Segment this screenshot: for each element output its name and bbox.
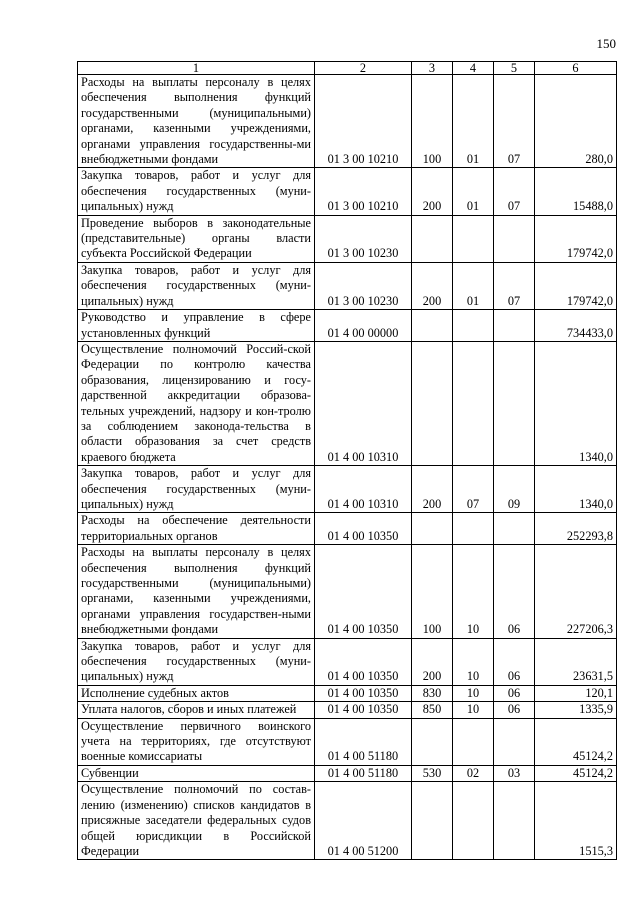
row-amount: 45124,2	[535, 765, 617, 781]
row-code: 01 3 00 10230	[315, 262, 412, 309]
row-code: 01 4 00 10350	[315, 545, 412, 638]
row-section: 01	[453, 262, 494, 309]
row-name: Закупка товаров, работ и услуг для обеспечения государственных (муни-ципальных) нужд	[78, 466, 315, 513]
row-subsection: 07	[494, 262, 535, 309]
row-amount: 1340,0	[535, 341, 617, 465]
row-code: 01 4 00 00000	[315, 310, 412, 342]
row-expense-type	[412, 341, 453, 465]
row-amount: 1340,0	[535, 466, 617, 513]
table-row	[78, 262, 617, 309]
table-row	[78, 168, 617, 215]
header-row	[78, 62, 617, 75]
table-row	[78, 765, 617, 781]
row-code: 01 4 00 10350	[315, 702, 412, 718]
row-amount: 227206,3	[535, 545, 617, 638]
row-subsection: 06	[494, 702, 535, 718]
table-row	[78, 310, 617, 342]
row-code: 01 3 00 10210	[315, 75, 412, 168]
budget-table	[77, 61, 617, 860]
header-col-3: 3	[412, 62, 453, 75]
row-section: 07	[453, 466, 494, 513]
table-row	[78, 702, 617, 718]
row-amount: 120,1	[535, 685, 617, 701]
row-section	[453, 718, 494, 765]
header-col-1: 1	[78, 62, 315, 75]
row-name: Расходы на обеспечение деятельности территориальных органов	[78, 513, 315, 545]
table-body	[78, 75, 617, 860]
row-amount: 23631,5	[535, 638, 617, 685]
table-row	[78, 75, 617, 168]
row-name: Закупка товаров, работ и услуг для обеспечения государственных (муни-ципальных) нужд	[78, 168, 315, 215]
row-code: 01 3 00 10210	[315, 168, 412, 215]
row-subsection	[494, 310, 535, 342]
table-row	[78, 466, 617, 513]
table-row	[78, 215, 617, 262]
row-expense-type: 530	[412, 765, 453, 781]
row-subsection	[494, 718, 535, 765]
row-subsection: 06	[494, 638, 535, 685]
header-col-4: 4	[453, 62, 494, 75]
row-code: 01 4 00 51200	[315, 782, 412, 860]
row-section	[453, 215, 494, 262]
row-expense-type: 100	[412, 545, 453, 638]
row-section: 01	[453, 168, 494, 215]
row-expense-type	[412, 310, 453, 342]
row-subsection	[494, 782, 535, 860]
row-section	[453, 341, 494, 465]
row-section: 10	[453, 685, 494, 701]
row-code: 01 4 00 10350	[315, 685, 412, 701]
row-expense-type: 830	[412, 685, 453, 701]
table-row	[78, 545, 617, 638]
row-subsection: 09	[494, 466, 535, 513]
row-expense-type: 200	[412, 638, 453, 685]
row-section: 10	[453, 702, 494, 718]
header-col-5: 5	[494, 62, 535, 75]
row-subsection	[494, 215, 535, 262]
table-row	[78, 782, 617, 860]
page-number: 150	[596, 36, 616, 51]
row-subsection	[494, 513, 535, 545]
row-code: 01 4 00 51180	[315, 718, 412, 765]
row-name: Проведение выборов в законодательные (представительные) органы власти субъекта Российской Федерации	[78, 215, 315, 262]
row-name: Осуществление полномочий Россий-ской Федерации по контролю качества образования, лицензированию и госу-дарственной аккредитации образова-тельных учреждений, надзору и кон-тролю за соблюдением законода-тельства в области образования за счет средств краевого бюджета	[78, 341, 315, 465]
row-subsection	[494, 341, 535, 465]
row-amount: 1515,3	[535, 782, 617, 860]
row-section: 02	[453, 765, 494, 781]
row-expense-type	[412, 718, 453, 765]
row-code: 01 4 00 10350	[315, 638, 412, 685]
row-expense-type	[412, 513, 453, 545]
row-name: Закупка товаров, работ и услуг для обеспечения государственных (муни-ципальных) нужд	[78, 638, 315, 685]
row-name: Осуществление первичного воинского учета на территориях, где отсутствуют военные комиссариаты	[78, 718, 315, 765]
table-row	[78, 718, 617, 765]
row-section: 01	[453, 75, 494, 168]
row-expense-type: 200	[412, 262, 453, 309]
row-amount: 179742,0	[535, 262, 617, 309]
table-row	[78, 685, 617, 701]
row-expense-type: 200	[412, 466, 453, 513]
row-amount: 280,0	[535, 75, 617, 168]
row-amount: 252293,8	[535, 513, 617, 545]
row-subsection: 06	[494, 685, 535, 701]
row-code: 01 4 00 10310	[315, 341, 412, 465]
row-section	[453, 513, 494, 545]
table-row	[78, 513, 617, 545]
row-section	[453, 310, 494, 342]
row-section: 10	[453, 545, 494, 638]
header-col-6: 6	[535, 62, 617, 75]
row-expense-type: 200	[412, 168, 453, 215]
row-name: Субвенции	[78, 765, 315, 781]
row-subsection: 07	[494, 75, 535, 168]
row-code: 01 4 00 10350	[315, 513, 412, 545]
table-row	[78, 341, 617, 465]
row-expense-type	[412, 782, 453, 860]
row-name: Осуществление полномочий по состав-лению (изменению) списков кандидатов в присяжные заседатели федеральных судов общей юрисдикции в Российской Федерации	[78, 782, 315, 860]
row-name: Расходы на выплаты персоналу в целях обеспечения выполнения функций государственными (муниципальными) органами, казенными учреждениями, органами управления государствен-ными внебюджетными фондами	[78, 545, 315, 638]
table-row	[78, 638, 617, 685]
row-subsection: 06	[494, 545, 535, 638]
row-amount: 734433,0	[535, 310, 617, 342]
row-expense-type: 850	[412, 702, 453, 718]
row-name: Расходы на выплаты персоналу в целях обеспечения выполнения функций государственными (муниципальными) органами, казенными учреждениями, органами управления государственны-ми внебюджетными фондами	[78, 75, 315, 168]
row-name: Уплата налогов, сборов и иных платежей	[78, 702, 315, 718]
row-name: Исполнение судебных актов	[78, 685, 315, 701]
row-expense-type	[412, 215, 453, 262]
row-code: 01 4 00 51180	[315, 765, 412, 781]
row-amount: 15488,0	[535, 168, 617, 215]
row-amount: 45124,2	[535, 718, 617, 765]
header-col-2: 2	[315, 62, 412, 75]
row-amount: 179742,0	[535, 215, 617, 262]
row-section: 10	[453, 638, 494, 685]
row-name: Закупка товаров, работ и услуг для обеспечения государственных (муни-ципальных) нужд	[78, 262, 315, 309]
row-code: 01 4 00 10310	[315, 466, 412, 513]
row-code: 01 3 00 10230	[315, 215, 412, 262]
row-subsection: 07	[494, 168, 535, 215]
row-name: Руководство и управление в сфере установленных функций	[78, 310, 315, 342]
row-amount: 1335,9	[535, 702, 617, 718]
row-expense-type: 100	[412, 75, 453, 168]
row-section	[453, 782, 494, 860]
row-subsection: 03	[494, 765, 535, 781]
